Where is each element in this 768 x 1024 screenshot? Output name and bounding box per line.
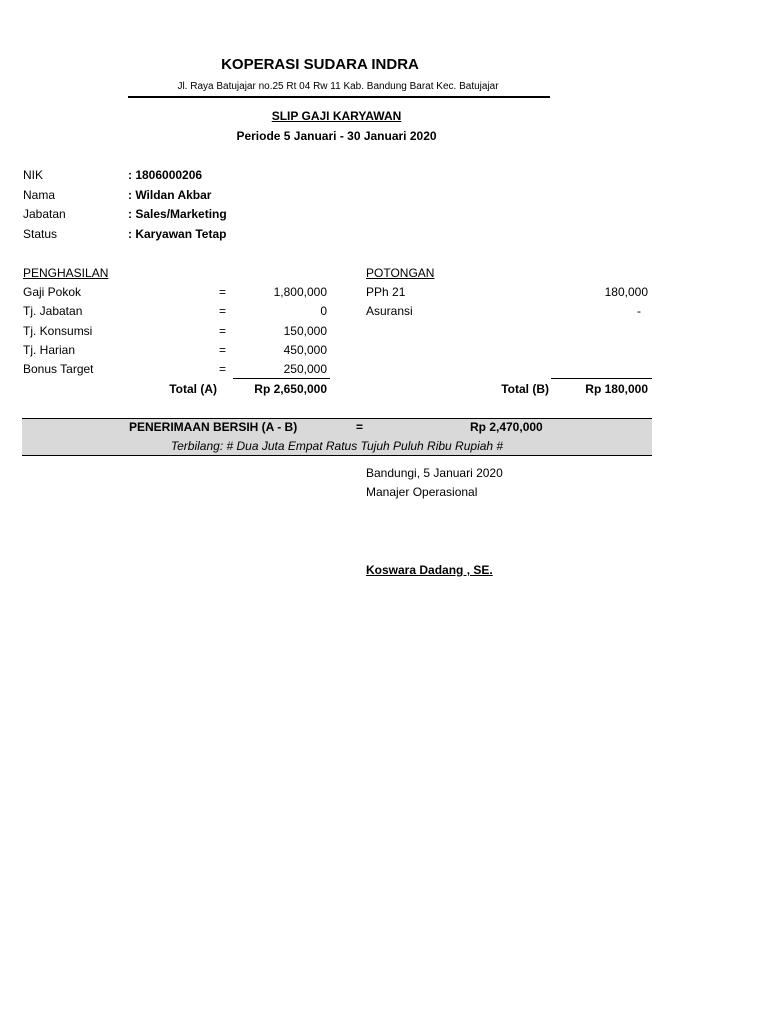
deduction-label: PPh 21: [366, 285, 406, 299]
earnings-total-rule: [233, 378, 330, 379]
earning-equals: =: [219, 304, 227, 318]
earning-equals: =: [219, 285, 227, 299]
earning-label: Bonus Target: [23, 362, 94, 376]
slip-title-text: SLIP GAJI KARYAWAN: [271, 109, 402, 123]
deductions-heading: POTONGAN: [366, 266, 435, 280]
status-value: : Karyawan Tetap: [128, 227, 227, 241]
signatory-name: Koswara Dadang , SE.: [366, 563, 493, 577]
signature-place-date: Bandungi, 5 Januari 2020: [366, 466, 503, 480]
position-label: Jabatan: [23, 207, 66, 221]
company-address: Jl. Raya Batujajar no.25 Rt 04 Rw 11 Kab. Bandung Barat Kec. Batujajar: [177, 81, 499, 92]
header-divider: [128, 96, 550, 98]
earning-label: Tj. Harian: [23, 343, 76, 357]
deduction-amount: -: [637, 304, 641, 318]
earning-label: Tj. Jabatan: [23, 304, 83, 318]
deductions-total-label: Total (B): [501, 382, 549, 396]
deduction-amount: 180,000: [604, 285, 648, 299]
earning-amount: 150,000: [283, 324, 327, 338]
earning-amount: 1,800,000: [273, 285, 327, 299]
earnings-total-value: Rp 2,650,000: [254, 382, 327, 396]
status-label: Status: [23, 227, 58, 241]
deductions-total-value: Rp 180,000: [585, 382, 648, 396]
company-name: KOPERASI SUDARA INDRA: [221, 56, 419, 73]
nik-value: : 1806000206: [128, 168, 203, 182]
signature-position: Manajer Operasional: [366, 485, 478, 499]
earning-equals: =: [219, 362, 227, 376]
position-value: : Sales/Marketing: [128, 207, 227, 221]
net-pay-value: Rp 2,470,000: [470, 420, 543, 434]
deduction-label: Asuransi: [366, 304, 413, 318]
name-label: Nama: [23, 188, 56, 202]
earning-amount: 0: [320, 304, 327, 318]
earning-label: Gaji Pokok: [23, 285, 82, 299]
net-pay-equals: =: [356, 420, 364, 434]
deductions-total-rule: [551, 378, 652, 379]
amount-in-words: Terbilang: # Dua Juta Empat Ratus Tujuh Puluh Ribu Rupiah #: [170, 439, 504, 453]
slip-period: Periode 5 Januari - 30 Januari 2020: [236, 129, 437, 143]
earnings-heading: PENGHASILAN: [23, 266, 109, 280]
earning-amount: 450,000: [283, 343, 327, 357]
name-value: : Wildan Akbar: [128, 188, 212, 202]
slip-title: [0, 109, 673, 123]
nik-label: NIK: [23, 168, 44, 182]
net-pay-band: [22, 418, 652, 438]
earning-amount: 250,000: [283, 362, 327, 376]
earning-equals: =: [219, 343, 227, 357]
earning-equals: =: [219, 324, 227, 338]
net-pay-label: PENERIMAAN BERSIH (A - B): [129, 420, 298, 434]
earnings-total-label: Total (A): [169, 382, 217, 396]
earning-label: Tj. Konsumsi: [23, 324, 93, 338]
